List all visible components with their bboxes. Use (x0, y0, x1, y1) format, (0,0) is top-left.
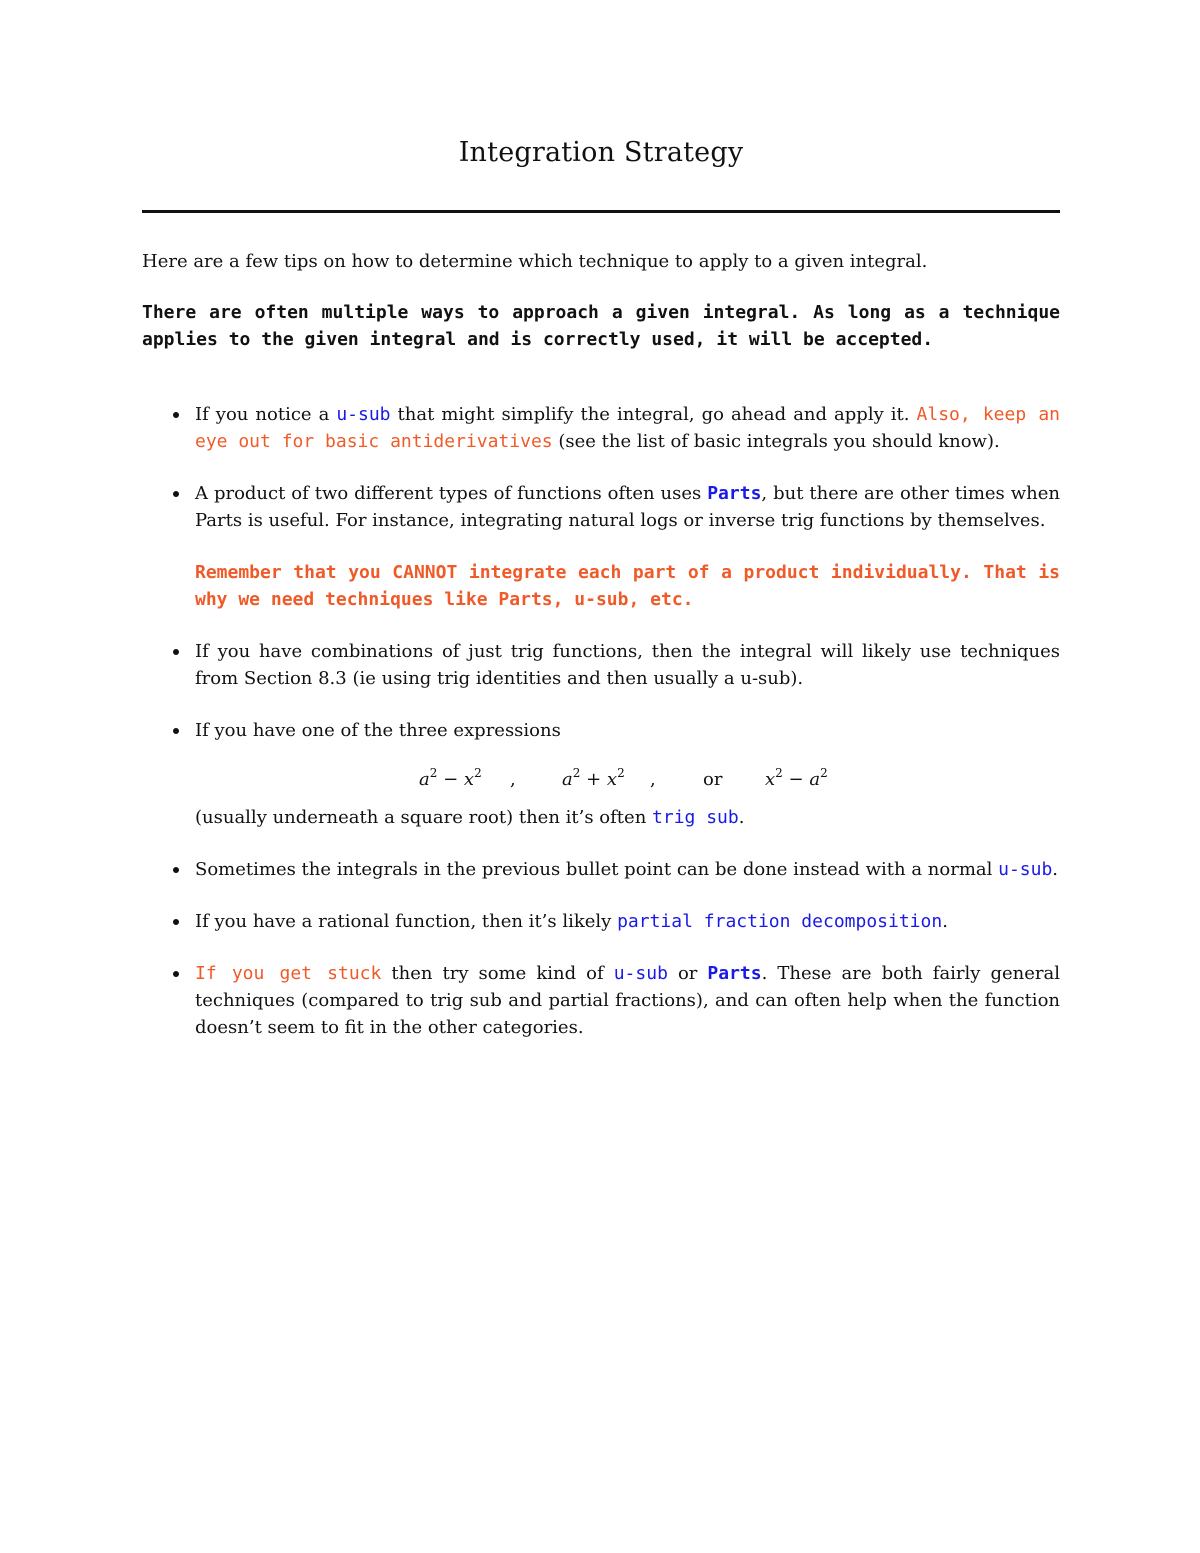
bullet-text: that might simplify the integral, go ahead and apply it. (390, 404, 917, 425)
list-item-trig-tip (142, 638, 1060, 692)
list-item-stuck-tip (142, 960, 1060, 1041)
expression-x2-minus-a2: $x^2 - a^2$ (765, 766, 828, 790)
bullet-icon (173, 649, 179, 655)
bullet-text: . These are both fairly general techniques (compared to trig sub and partial fractions), and can often help when the function doesn’t seem to fit in the other categories. (195, 963, 1061, 1038)
expressions-row (195, 754, 1060, 800)
bullet-text: . (942, 911, 948, 932)
acceptance-note: There are often multiple ways to approach a given integral. As long as a technique applies to the given integral and is correctly used, it will be accepted. (142, 302, 1060, 350)
expression-a2-minus-x2: $a^2 - x^2$ (419, 766, 482, 790)
bullet-text: A product of two different types of functions often uses (195, 483, 708, 504)
bullet-text: . (1052, 859, 1059, 880)
bullet-text: (see the list of basic integrals you should know). (552, 431, 1000, 452)
product-warning: Remember that you CANNOT integrate each part of a product individually. That is why we need techniques like Parts, u-sub, etc. (195, 562, 1060, 610)
bullet-icon (173, 919, 179, 925)
expression-separator: , (650, 769, 656, 790)
bullet-text: , but there are other times when Parts is useful. For instance, integrating natural logs or inverse trig functions by themselves. (195, 483, 1060, 531)
bullet-text: If you have combinations of just trig functions, then the integral will likely use techniques from Section 8.3 (ie using trig identities and then usually a u-sub). (195, 641, 1060, 689)
bullet-text: If you have a rational function, then it’s likely (195, 911, 618, 932)
bullet-text: If you notice a (195, 404, 337, 425)
title-divider (142, 210, 1060, 213)
bullet-icon (173, 971, 179, 977)
trigsub-followup (195, 804, 1060, 831)
list-item-usub-tip (142, 401, 1060, 455)
bullet-icon (173, 412, 179, 418)
usub-highlight: u-sub (613, 963, 668, 984)
expression-a2-plus-x2: $a^2 + x^2$ (562, 766, 625, 790)
bullet-text: or (667, 963, 708, 984)
list-item-parts-tip (142, 480, 1060, 534)
parts-highlight: Parts (707, 963, 762, 984)
list-item-usub-alt-tip (142, 856, 1060, 883)
antiderivatives-highlight: Also, keep an eye out for basic antiderivatives (195, 404, 1060, 452)
parts-highlight: Parts (707, 483, 762, 504)
stuck-highlight: If you get stuck (195, 963, 382, 984)
bullet-text: then try some kind of (381, 963, 614, 984)
or-label: or (703, 769, 723, 790)
bullet-text: If you have one of the three expressions (195, 720, 561, 741)
bullet-text: Sometimes the integrals in the previous bullet point can be done instead with a normal (195, 859, 999, 880)
list-item-pfd-tip (142, 908, 1060, 935)
usub-highlight: u-sub (336, 404, 391, 425)
page-title: Integration Strategy (458, 137, 744, 168)
bullet-text: . (738, 807, 745, 828)
trigsub-highlight: trig sub (652, 807, 739, 828)
pfd-highlight: partial fraction decomposition (617, 911, 943, 932)
tips-list (142, 401, 1060, 1066)
bullet-icon (173, 728, 179, 734)
list-item-trigsub-tip (142, 717, 1060, 831)
bullet-text: (usually underneath a square root) then it’s often (195, 807, 653, 828)
bullet-icon (173, 867, 179, 873)
expression-separator: , (510, 769, 516, 790)
intro-text: Here are a few tips on how to determine which technique to apply to a given integral. (142, 251, 928, 272)
bullet-icon (173, 491, 179, 497)
usub-highlight: u-sub (998, 859, 1053, 880)
